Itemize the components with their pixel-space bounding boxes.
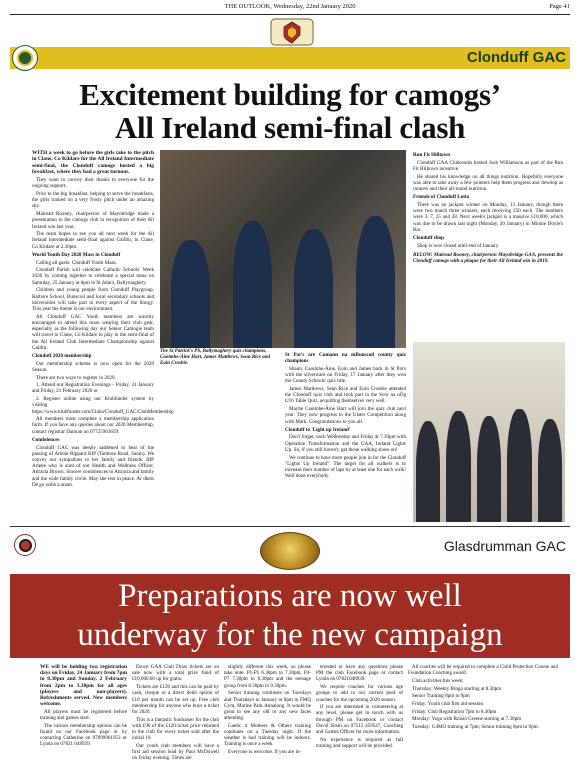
article-paragraph: Maybe Caoimhe-Áine Hart will join the quiz club next year. They now progress to the Ulster Competition along with Mark. Congratulations to you all.: [285, 406, 406, 425]
article-paragraph: We require coaches for various age groups to add to our current pool of coaches for the upcoming 2020 season.: [316, 684, 403, 703]
glasdrumman-column-3: [224, 664, 311, 757]
article-paragraph: They want to convey their thanks to everyone for the ongoing support.: [32, 177, 154, 190]
article-paragraph: Clonduff GAC was deeply saddened to hear of the passing of Arlene Rippard RIP (Tamtore Road, Sarah). We convey our sympathies to her family and friends. RIP Arlene who is aunt of our Health and Wellness Officer, Attracta Brown. Sincere condolences to Attracta and family and the wide family circle. May she rest in peace. Ar dheis Dé go raibh a anam.: [32, 444, 154, 488]
subheading: Run Fit Hilltown: [413, 152, 451, 158]
article-paragraph: There was no jackpot winner on Monday, 13 January, though there were two match three winners, each receiving £50 each. The numbers were 3, 7, 25 and 28. Next week's jackpot is a massive £10,000, which was due to be drawn last night (Monday, 20 January) in Minnie Doyle's Bar.: [413, 201, 563, 233]
article-paragraph: There are two ways to register in 2020.: [36, 374, 116, 381]
clonduff-column-2: [285, 350, 406, 481]
photo-caption: BELOW: Mairead Rooney, chairperson Mayobridge GAA, presents the Clonduff camogs with a plaque for their All Ireland win in 2019.: [413, 251, 563, 265]
article-paragraph: Thursday: Weekly Bingo starting at 8.30pm: [412, 685, 502, 692]
article-paragraph: Don't forget, each Wednesday and Friday at 7.30pm with Operation Transformation and the GAA, Ireland Lights Up. So, if you still haven't, get those walking shoes on!: [285, 434, 406, 453]
article-paragraph: Children and young people from Clonduff Playgroup, Rathore School, Bunscoil and local secondary schools and universities will take part in every aspect of the liturgy. This year the theme is our environment.: [32, 287, 154, 312]
article-paragraph: James Matthews, Sean Rice and Eoin Crosbie attended the Clonduff quiz club and took part in the Scór na nÓg U16 Table Quiz, acquitting themselves very well.: [285, 386, 406, 405]
clonduff-column-3: [413, 150, 563, 266]
article-paragraph: All players must be registered before training and games start.: [40, 708, 127, 722]
article-paragraph: If you are interested in volunteering at any level, please get in touch with us through PM on Facebook or contact David Sloan on 07515 459547, Coaching and Games Officer for more information.: [316, 704, 403, 736]
article-paragraph: We continue to have more people join in for the Clonduff "Lights Up Ireland". The target for all walkers is to increase their number of laps by at least one for each walk! Well done everybody.: [285, 454, 406, 480]
article-paragraph: All members must complete a membership application form. If you have any queries about our 2020 Membership, contact registrar Damian on 07725903659.: [32, 416, 154, 435]
glasdrumman-headline: [10, 577, 570, 655]
article-paragraph: Our membership scheme is now open for the 2020 Season.: [32, 360, 154, 373]
article-paragraph: Gaelic 4 Mothers & Others training continues on a Tuesday night. If the weather is bad training will be indoors. Training is once a week.: [224, 722, 311, 748]
subheading: Condolences: [32, 436, 60, 443]
article-paragraph: Tickets are £120 and this can be paid by cash, cheque or a direct debit option of £10 per month can be set up. Free club membership for anyone who buys a ticket for 2020.: [132, 684, 219, 715]
article-paragraph: Our youth club members will have a first aid session lead by Paul McDowell on Friday evening. Times are: [132, 742, 219, 762]
article-paragraph: No experience is required as full training and support will be provided.: [316, 736, 403, 749]
article-paragraph: 2. Register online using our Klubfunder system by visiting https://www.klubfunder.com/Clubs/Clonduff_GAC/ClubMembership: [32, 396, 174, 415]
article-paragraph: Clonduff GAA Clubrooms hosted Josh Williamson as part of the Run Fit Hilltown incentive.: [413, 159, 563, 172]
masthead-rule: [10, 14, 570, 15]
article-paragraph: Friday: Youth club first aid session: [412, 701, 484, 708]
article-paragraph: Tuesday: G4MO training at 7pm; Senior training 8pm to 9pm.: [412, 724, 539, 731]
glasdrumman-column-2: [132, 664, 219, 763]
subheading: Clonduff shop: [413, 234, 445, 241]
article-paragraph: This is a fantastic fundraiser for the club with £96 of the £120 ticket price returned to the club for every ticket sold after the initial 10.: [132, 716, 219, 742]
quiz-champions-photo: [160, 150, 406, 348]
article-paragraph: Monday: Yoga with Roisin Greene starting at 7.30pm: [412, 716, 522, 723]
headline-line-2: All Ireland semi-final clash: [114, 110, 466, 145]
glasdrumman-logo-icon: [14, 534, 36, 556]
photo-caption: The St Patrick's PS, Ballymaghery quiz champions, Caoimhe-Áine Hart, James Matthews, Sean Rice and Eoin Crosbie.: [160, 349, 271, 366]
headline-line-1: Excitement building for camogs’: [79, 77, 501, 112]
article-paragraph: Down GAA Club Draw tickets are on sale now with a total prize fund of £10,000.00 up for grabs.: [132, 664, 219, 683]
clonduff-headline: [10, 78, 570, 144]
article-paragraph: The various membership options can be found on our Facebook page or by contacting Catherine on 07899961953 or Lynda on 07821 048939.: [40, 722, 127, 748]
article-paragraph: Shop is now closed until end of January.: [417, 242, 500, 249]
article-paragraph: All coaches will be required to complete a Child Protection Course and Foundation Coaching award.: [408, 664, 558, 677]
subheading: Clonduff to 'Light up Ireland': [285, 426, 351, 433]
clonduff-logo-icon: [12, 45, 38, 71]
clonduff-column-1: [32, 150, 174, 489]
plaque-presentation-photo: [413, 342, 565, 522]
page-number: Page 41: [549, 3, 570, 10]
subheading: Friends of Clonduff Lotto: [413, 194, 470, 201]
article-paragraph: The team hopes to see you all next week for the All Ireland Intermediate semi-final against Gailltir, in Clane, Co Kildare at 2.30pm.: [32, 231, 154, 250]
headline-line-1: Preparations are now well: [118, 578, 462, 614]
article-paragraph: 1. Attend our Registration Evenings - Friday, 31 January and Friday, 21 February 2020 or: [32, 382, 154, 395]
subheading: Clonduff 2020 membership: [32, 352, 92, 359]
glasdrumman-column-4: [316, 664, 403, 751]
article-paragraph: Clonduff Parish will celebrate Catholic Schools' Week 2020 by coming together to celebrate a special mass on Saturday, 25 January at 6pm in St John's, Ballymaghery.: [32, 267, 154, 286]
section-divider: [10, 526, 570, 527]
article-paragraph: Everyone is welcome. If you are in-: [228, 749, 302, 756]
article-paragraph: terested or have any questions please PM the club Facebook page or contact Lynda on 07821048939.: [316, 664, 403, 683]
county-crest-icon: [270, 18, 314, 46]
article-lead: WITH a week to go before the girls take to the pitch in Clane, Co Kildare for the All Ireland Intermediate semi-final, the Clonduff camogs hosted a big breakfast, where they had a great turnout.: [32, 150, 154, 176]
article-paragraph: Senior Training 8pm to 9pm: [412, 693, 470, 700]
article-paragraph: Calling all gaels: Clonduff Youth Mass.: [36, 259, 117, 266]
article-paragraph: He shared his knowledge on all things nutrition. Hopefully everyone was able to take away a few pointers help them progress and develop as runners and their all-round nutrition.: [413, 173, 563, 193]
headline-line-2: underway for the new campaign: [77, 617, 503, 653]
article-paragraph: Club activities this week:: [412, 677, 464, 684]
subheading: St Pat's are Cumann na mBunscoil county quiz champions: [285, 352, 406, 365]
article-paragraph: Mairead Rooney, chairperson of Mayobridge made a presentation to the camogs club in recognition of their All Ireland win last year.: [32, 211, 154, 230]
article-paragraph: All Clonduff GAC Youth members are warmly encouraged to attend this mass wearing their club gear, especially as the following day our Senior Camogie team will travel to Clane, Co Kildare to play in the semi-final of the All Ireland Club Intermediate Championship against Gailltir.: [32, 313, 154, 351]
glasdrumman-club-name: Glasdrumman GAC: [443, 538, 566, 554]
glasdrumman-column-1: [40, 664, 127, 749]
article-paragraph: Shaun, Caoimhe-Áine, Eoin and James back in St Pat's with the silverware on Friday, 17 January after they won the County Schools' quiz title.: [285, 365, 406, 385]
article-paragraph: Prior to the big breakfast, helping to serve the breakfasts, the girls trained on a very frosty pitch under an amazing sky.: [32, 191, 154, 210]
masthead-title: THE OUTLOOK, Wednesday, 22nd January 2020: [224, 3, 356, 10]
article-paragraph: Friday: Club Registration 7pm to 8.30pm: [412, 708, 497, 715]
article-paragraph: Senior training continues on Tuesdays and Thursdays in January at 8pm in FMQ Gym, Marine Park Annalong. It would be great to see any old or any new faces attending.: [224, 690, 311, 722]
subheading: World Youth Day 2020 Mass in Clonduff: [32, 251, 121, 258]
glasdrumman-column-5: [408, 664, 558, 732]
article-paragraph: slightly different this week, so please take note. P1-P5 6.30pm to 7.30pm, P4-P7 7.30pm to 8.30pm and the teenage group from 8.30pm to 9.30pm.: [224, 664, 311, 689]
clonduff-club-name: Clonduff GAC: [466, 49, 566, 66]
club-crest-icon: [260, 532, 320, 570]
article-lead: WE will be holding two registration days on Friday, 24 January from 7pm to 8.30pm and Sunday, 2 February from 2pm to 3.30pm for all ages (players and non-players). Refreshments served. New members welcome.: [40, 664, 127, 708]
